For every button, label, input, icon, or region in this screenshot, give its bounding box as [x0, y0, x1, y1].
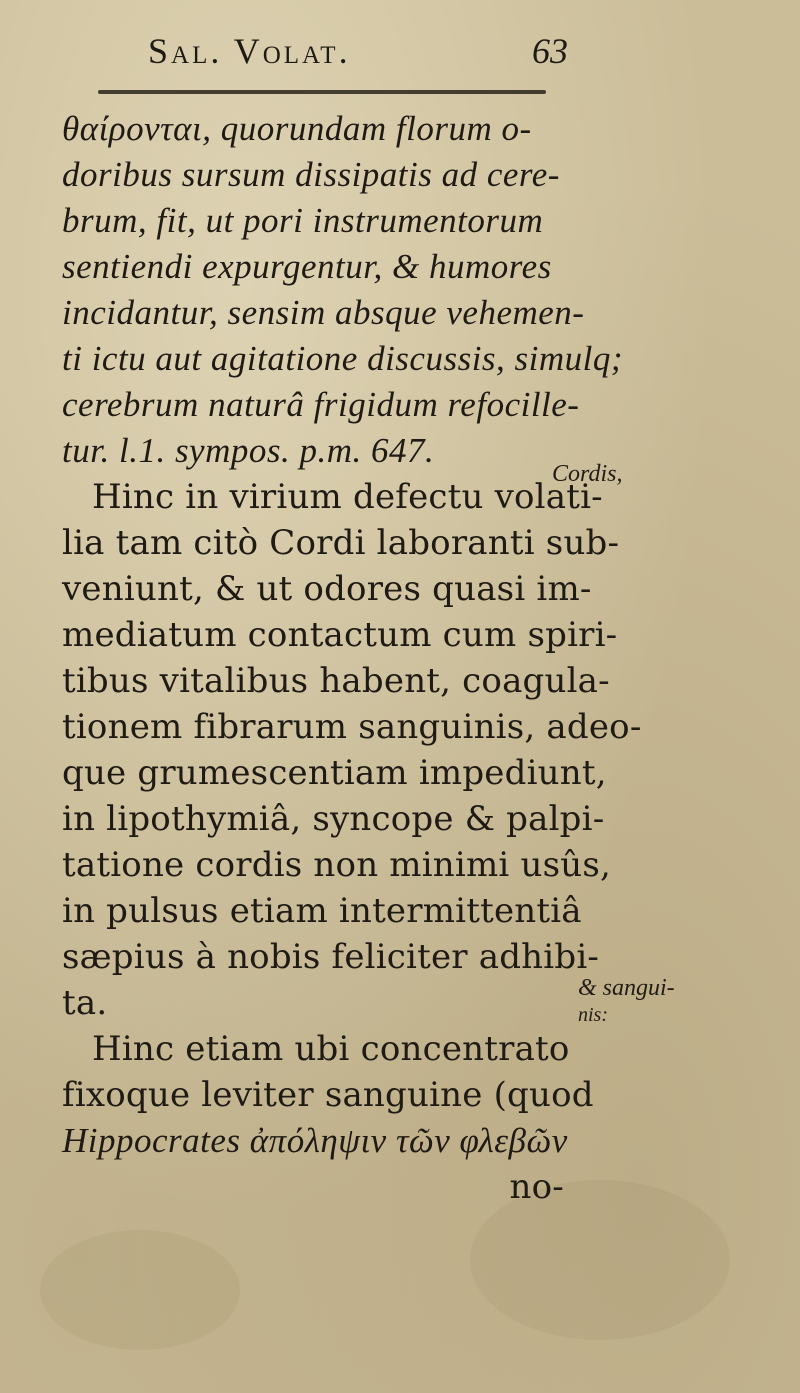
body-text	[62, 106, 642, 1210]
text-line: Hinc in virium defectu volati-	[92, 477, 603, 517]
text-line: fixoque leviter sanguine (quod	[62, 1075, 594, 1115]
text-line: Hippocrates ἀπόληψιν τῶν φλεβῶν	[62, 1121, 568, 1160]
text-line: incidantur, sensim absque vehemen-	[62, 293, 585, 332]
text-line: θαίρονται, quorundam florum o-	[62, 109, 532, 148]
text-line: doribus sursum dissipatis ad cere-	[62, 155, 560, 194]
text-line: tatione cordis non minimi usûs,	[62, 845, 612, 885]
text-line: cerebrum naturâ frigidum refocille-	[62, 385, 580, 424]
text-line: ta.	[62, 983, 108, 1023]
text-line: ti ictu aut agitatione discussis, simulq;	[62, 339, 624, 378]
text-line: tibus vitalibus habent, coagula-	[62, 661, 610, 701]
page-header	[148, 30, 568, 74]
page-number: 63	[532, 31, 568, 71]
text-line: brum, fit, ut pori instrumentorum	[62, 201, 544, 240]
text-line: tionem fibrarum sanguinis, adeo-	[62, 707, 642, 747]
text-line: in pulsus etiam intermittentiâ	[62, 891, 582, 931]
text-line: sæpius à nobis feliciter adhibi-	[62, 937, 600, 977]
paper-stain	[40, 1230, 240, 1350]
text-line: sentiendi expurgentur, & humores	[62, 247, 552, 286]
text-line: veniunt, & ut odores quasi im-	[62, 569, 592, 609]
text-line: Hinc etiam ubi concentrato	[92, 1029, 570, 1069]
text-line: lia tam citò Cordi laboranti sub-	[62, 523, 620, 563]
margin-note-sanguinis: & sangui-	[578, 975, 675, 1001]
text-line: no-	[509, 1167, 564, 1207]
margin-note-cordis: Cordis,	[552, 461, 623, 487]
text-line: mediatum contactum cum spiri-	[62, 615, 618, 655]
margin-note-sanguinis-cont: nis:	[578, 1004, 608, 1026]
running-head: Sal. Volat.	[148, 31, 351, 71]
text-line: que grumescentiam impediunt,	[62, 753, 607, 793]
header-rule	[98, 90, 546, 94]
text-line: in lipothymiâ, syncope & palpi-	[62, 799, 605, 839]
text-line: tur. l.1. sympos. p.m. 647.	[62, 431, 435, 470]
